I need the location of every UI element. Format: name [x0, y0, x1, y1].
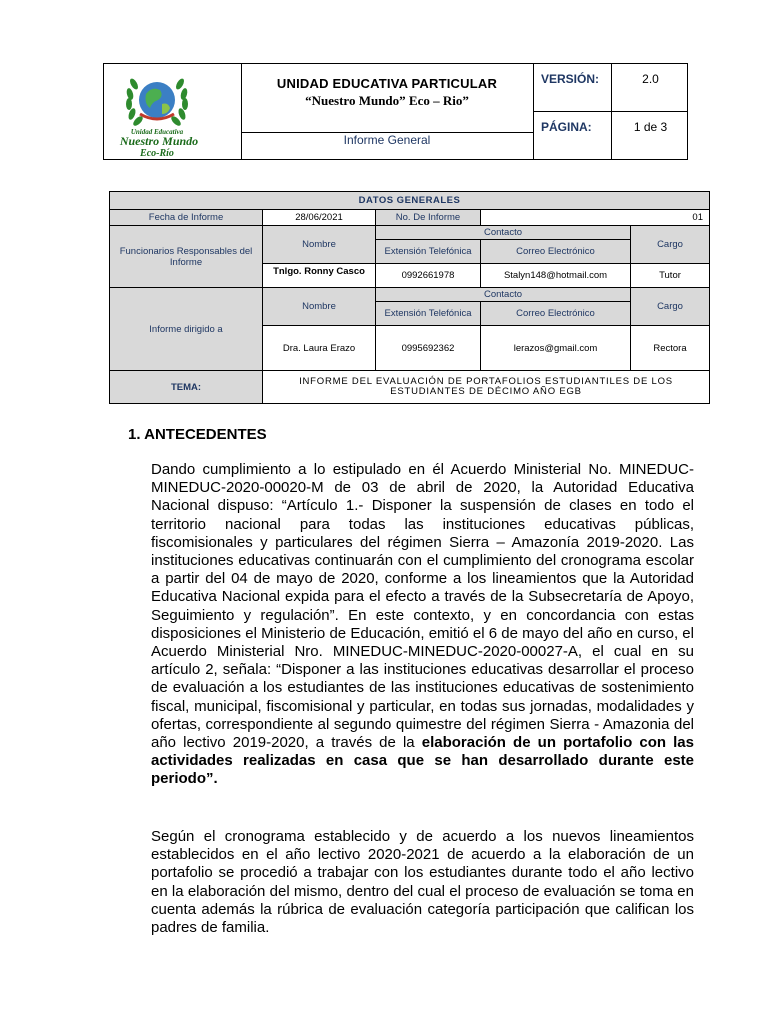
dirigido-correo: lerazos@gmail.com	[481, 326, 631, 371]
tema-value: INFORME DEL EVALUACIÓN DE PORTAFOLIOS ESTUDIANTILES DE LOS ESTUDIANTES DE DÉCIMO AÑO EGB	[263, 371, 710, 404]
dirigido-telefono: 0995692362	[376, 326, 481, 371]
dirigido-label: Informe dirigido a	[110, 288, 263, 371]
dirigido-extension-header: Extensión Telefónica	[376, 302, 481, 326]
datos-generales-table	[109, 191, 710, 404]
page-label: PÁGINA:	[533, 112, 612, 159]
fecha-value: 28/06/2021	[263, 210, 376, 226]
section-heading: 1. ANTECEDENTES	[128, 426, 267, 443]
responsable-telefono: 0992661978	[376, 264, 481, 288]
version-label: VERSIÓN:	[533, 64, 612, 111]
logo-cell	[104, 64, 242, 159]
paragraph-2: Según el cronograma establecido y de acuerdo a los nuevos lineamientos establecidos en el año lectivo 2020-2021 de acuerdo a la elaboración de un portafolio se procedió a trabajar con los estudiantes durante todo el año lectivo en la elaboración del mismo, dentro del cual el proceso de evaluación se toma en cuenta además la rúbrica de evaluación categoría participación que califican los padres de familia.	[151, 828, 694, 937]
document-header	[103, 63, 688, 160]
version-cell	[533, 64, 688, 159]
funcionarios-nombre-header: Nombre	[263, 226, 376, 264]
dirigido-nombre-header: Nombre	[263, 288, 376, 326]
page-value: 1 de 3	[633, 120, 668, 134]
fecha-label: Fecha de Informe	[110, 210, 263, 226]
logo-text-3: Eco-Río	[140, 148, 174, 159]
version-value: 2.0	[642, 72, 659, 86]
dirigido-correo-header: Correo Electrónico	[481, 302, 631, 326]
responsable-nombre: Tnlgo. Ronny Casco	[263, 264, 376, 288]
dirigido-contacto-header: Contacto	[376, 288, 631, 302]
document-type: Informe General	[343, 133, 431, 147]
no-informe-label: No. De Informe	[376, 210, 481, 226]
funcionarios-label: Funcionarios Responsables del Informe	[110, 226, 263, 288]
dirigido-cargo-header: Cargo	[631, 288, 710, 326]
dirigido-nombre: Dra. Laura Erazo	[263, 326, 376, 371]
funcionarios-contacto-header: Contacto	[376, 226, 631, 240]
funcionarios-cargo-header: Cargo	[631, 226, 710, 264]
logo-text-1: Unidad Educativa	[130, 128, 184, 136]
paragraph-1-text: Dando cumplimiento a lo estipulado en él Acuerdo Ministerial No. MINEDUC-MINEDUC-2020-00020-M de 03 de abril de 2020, la Autoridad Educativa Nacional dispuso: “Artículo 1.- Disponer la suspensión de clases en todo el territorio nacional para todas las instituciones educativas públicas, fiscomisionales y particulares del régimen Sierra – Amazonía 2019-2020. Las instituciones educativas continuarán con el cumplimiento del cronograma escolar a partir del 04 de mayo de 2020, conforme a los lineamientos que la Autoridad Educativa Nacional expida para el efecto a través de la Subsecretaría de Apoyo, Seguimiento y regulación”. En este contexto, y en concordancia con estas disposiciones el Ministerio de Educación, emitió el 6 de mayo del año en curso, el Acuerdo Ministerial Nro. MINEDUC-MINEDUC-2020-00027-A, el cual en su artículo 2, señala: “Disponer a las instituciones educativas desarrollar el proceso de evaluación a los estudiantes de las instituciones educativas de sostenimiento fiscal, municipal, fiscomisional y particular, en todas sus jornadas, modalidades y ofertas, correspondiente al segundo quimestre del régimen Sierra - Amazonia del año lectivo 2019-2020, a través de la	[151, 461, 694, 752]
dirigido-cargo: Rectora	[631, 326, 710, 371]
title-cell	[241, 64, 534, 159]
funcionarios-extension-header: Extensión Telefónica	[376, 240, 481, 264]
paragraph-1-bold: elaboración de un portafolio con las actividades realizadas en casa que se han desarrollado durante este periodo”.	[151, 734, 694, 788]
logo-text-2: Nuestro Mundo	[119, 134, 199, 148]
funcionarios-correo-header: Correo Electrónico	[481, 240, 631, 264]
tema-label: TEMA:	[110, 371, 263, 404]
school-logo-icon	[104, 64, 241, 159]
no-informe-value: 01	[481, 210, 710, 226]
school-subtitle: “Nuestro Mundo” Eco – Rio”	[305, 93, 469, 108]
school-name: UNIDAD EDUCATIVA PARTICULAR	[276, 76, 498, 91]
datos-title: DATOS GENERALES	[110, 192, 710, 210]
responsable-cargo: Tutor	[631, 264, 710, 288]
responsable-correo: Stalyn148@hotmail.com	[481, 264, 631, 288]
paragraph-1	[151, 461, 694, 789]
